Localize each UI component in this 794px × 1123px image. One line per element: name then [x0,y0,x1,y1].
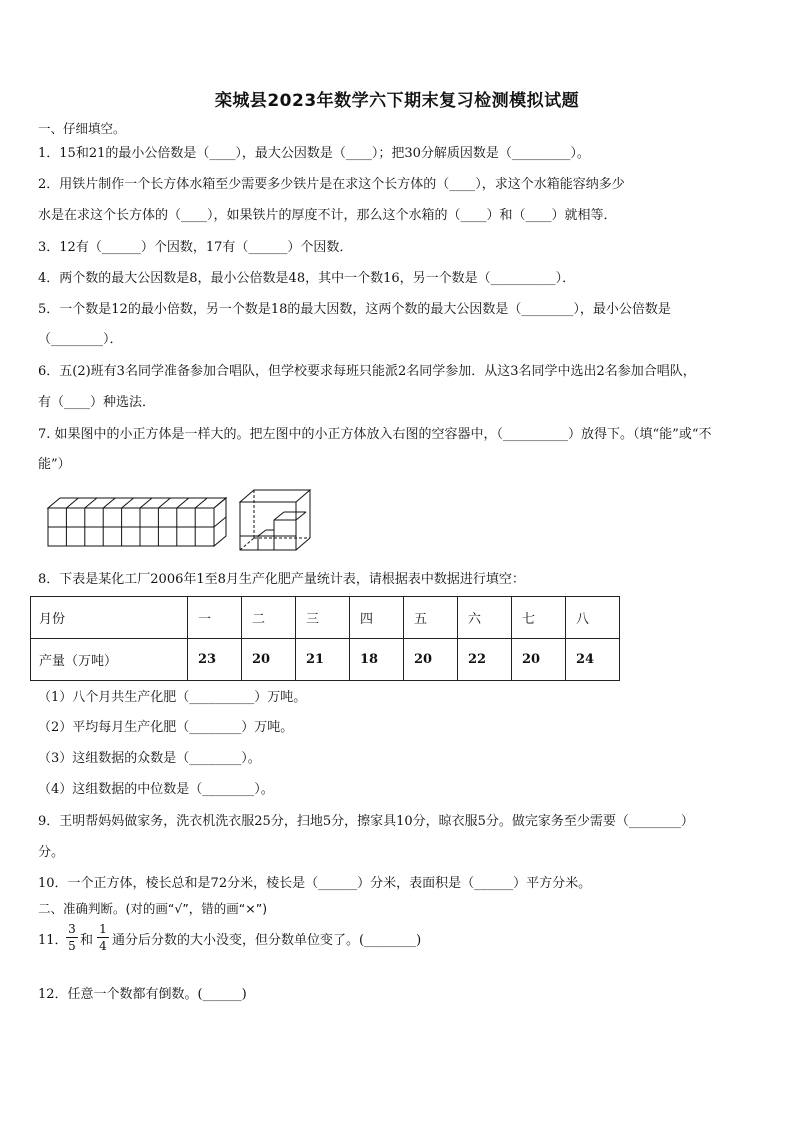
table-cell-month: 八 [566,597,620,639]
question-8-part-4: （4）这组数据的中位数是（________）。 [38,782,274,797]
question-8-part-2: （2）平均每月生产化肥（________）万吨。 [38,720,294,735]
question-11-conjunction: 和 [80,933,94,948]
question-8-part-3: （3）这组数据的众数是（________）。 [38,751,261,766]
table-cell-value: 20 [242,639,296,681]
table-row-months [31,597,620,639]
question-3: 3．12有（______）个因数，17有（______）个因数． [38,240,353,255]
table-cell-value: 22 [458,639,512,681]
fraction-one-fourth [97,922,109,953]
question-7-line-1: 7. 如果图中的小正方体是一样大的。把左图中的小正方体放入右图的空容器中，（__________）放得下。（填“能”或“不 [38,427,712,442]
section-heading-true-false: 二、准确判断。(对的画“√”，错的画“×”) [38,901,268,916]
table-cell-value: 23 [188,639,242,681]
question-10: 10．一个正方体，棱长总和是72分米，棱长是（______）分米，表面积是（______）平方分米。 [38,876,592,891]
question-6-line-2: 有（____）种选法． [38,395,156,410]
table-cell-month: 五 [404,597,458,639]
fraction-numerator: 1 [99,922,107,936]
container-figure [236,486,316,554]
question-7-line-2: 能”） [38,457,71,472]
table-cell-month: 六 [458,597,512,639]
table-cell-value: 20 [404,639,458,681]
table-cell-month: 七 [512,597,566,639]
question-4: 4．两个数的最大公因数是8，最小公倍数是48，其中一个数16，另一个数是（__________）． [38,271,576,286]
question-6-line-1: 6．五(2)班有3名同学准备参加合唱队，但学校要求每班只能派2名同学参加．从这3名同学中选出2名参加合唱队， [38,364,696,379]
table-cell-month: 三 [296,597,350,639]
table-cell-month: 二 [242,597,296,639]
table-header-month: 月份 [31,597,188,639]
question-1: 1．15和21的最小公倍数是（____），最大公因数是（____）；把30分解质因数是（_________）。 [38,146,590,161]
table-cell-value: 21 [296,639,350,681]
cube-row-figure [44,494,230,552]
question-11-text: 通分后分数的大小没变，但分数单位变了。(________) [112,933,422,948]
question-9-line-1: 9．王明帮妈妈做家务，洗衣机洗衣服25分，扫地5分，擦家具10分，晾衣服5分。做完家务至少需要（________） [38,814,694,829]
production-table [30,596,620,681]
fraction-three-fifths [66,922,78,953]
table-row-output [31,639,620,681]
table-cell-value: 20 [512,639,566,681]
question-5-line-2: （________）． [38,332,123,347]
question-5-line-1: 5．一个数是12的最小倍数，另一个数是18的最大因数，这两个数的最大公因数是（________），最小公倍数是 [38,302,671,317]
table-cell-month: 四 [350,597,404,639]
question-2-line-1: 2．用铁片制作一个长方体水箱至少需要多少铁片是在求这个长方体的（____），求这个水箱能容纳多少 [38,177,625,192]
fraction-denominator: 4 [99,939,107,953]
fraction-denominator: 5 [68,939,76,953]
question-2-line-2: 水是在求这个长方体的（____），如果铁片的厚度不计，那么这个水箱的（____）和（____）就相等． [38,208,617,223]
fraction-numerator: 3 [68,922,76,936]
question-11-number: 11． [38,933,68,948]
table-cell-value: 18 [350,639,404,681]
question-9-line-2: 分。 [38,845,65,860]
question-8-part-1: （1）八个月共生产化肥（__________）万吨。 [38,690,307,705]
page-title: 栾城县2023年数学六下期末复习检测模拟试题 [214,91,580,111]
question-12: 12．任意一个数都有倒数。(______) [38,987,247,1002]
table-cell-month: 一 [188,597,242,639]
question-8-intro: 8．下表是某化工厂2006年1至8月生产化肥产量统计表，请根据表中数据进行填空： [38,572,525,587]
table-header-output: 产量（万吨） [31,639,188,681]
table-cell-value: 24 [566,639,620,681]
section-heading-fill-blanks: 一、仔细填空。 [38,121,126,136]
